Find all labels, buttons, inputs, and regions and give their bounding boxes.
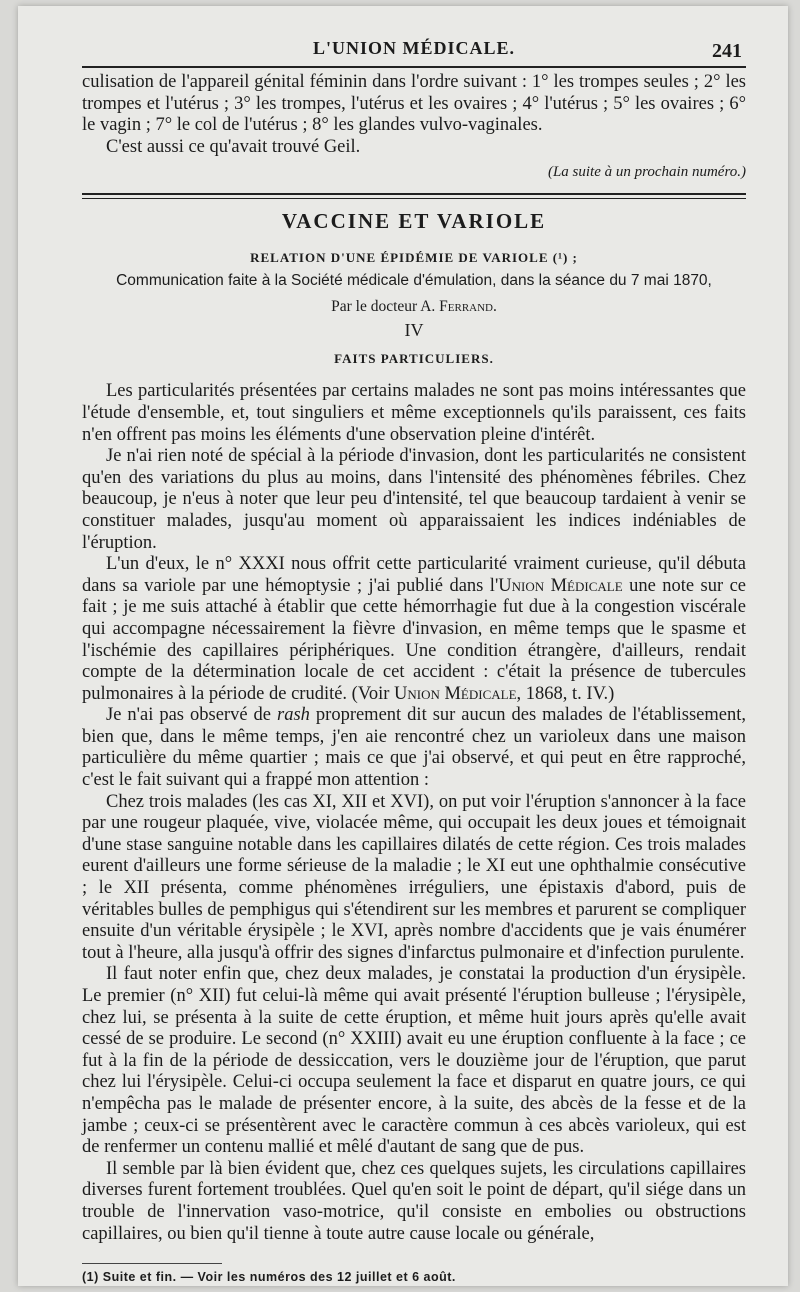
- paragraph: Il faut noter enfin que, chez deux malades, je constatai la production d'un érysipèle. Le premier (n° XII) fut celui-là même qui avait présenté l'éruption bulleuse ; l'érysipèle, chez lui, se présenta à la suite de cette éruption, et même huit jours après qu'elle avait cessé de se produire. Le second (n° XXIII) avait eu une éruption confluente à la face ; ce fut à la fin de la période de dessiccation, vers le douzième jour de l'éruption, que parut chez lui l'érysipèle. Celui-ci occupa seulement la face et disparut en quatre jours, ce qui n'empêcha pas le malade de présenter encore, à la suite, des abcès de la fesse et de la jambe ; ceux-ci se présentèrent avec le caractère commun à ces abcès varioleux, qui est de renfermer un contenu mallié et mêlé d'autant de sang que de pus.: [82, 964, 746, 1158]
- paragraph: Les particularités présentées par certains malades ne sont pas moins intéressantes que l'étude d'ensemble, et, tout singuliers et même exceptionnels qu'ils paraissent, ces faits n'en offrent pas moins les éléments d'une observation pleine d'intérêt.: [82, 381, 746, 445]
- page-number: 241: [712, 40, 742, 62]
- section-number: IV: [404, 320, 424, 341]
- paragraph: Chez trois malades (les cas XI, XII et XVI), on put voir l'éruption s'annoncer à la face par une rougeur plaquée, vive, violacée même, qui occupait les deux joues et témoignait d'une stase sanguine notable dans les capillaires dilatés de cette région. Ces trois malades eurent d'ailleurs une forme sérieuse de la maladie ; le XI eut une ophthalmie consécutive ; le XII présenta, comme phénomènes irréguliers, une épistaxis d'abord, puis de véritables bulles de pemphigus qui s'étendirent sur les membres et parurent se compliquer ensuite d'un véritable érysipèle ; le XVI, après nombre d'accidents que je vais énumérer tout à l'heure, alla jusqu'à offrir des signes d'infarctus pulmonaire et d'infection purulente.: [82, 791, 747, 963]
- section-heading: FAITS PARTICULIERS.: [334, 351, 494, 367]
- text-run: une note sur ce fait ; je me suis attaché à établir que cette hémorrhagie fut due à la congestion viscérale qui accompagne nécessairement la fièvre d'invasion, en même temps que le spasme et l'ischémie des capillaires périphériques. Une condition étrangère, d'ailleurs, rendait compte de la détermination locale de cet accident : c'était la présence de tubercules pulmonaires à la période de crudité. (Voir: [82, 575, 746, 704]
- journal-name: Union Médicale: [498, 575, 623, 596]
- text-run: L'un d'eux, le n° XXXI nous offrit cette particularité vraiment curieuse, qu'il débuta dans sa variole par une hémoptysie ; j'ai publié dans l': [82, 554, 746, 596]
- section-divider: [82, 193, 746, 199]
- author-line: [82, 298, 746, 316]
- document-page: [82, 36, 746, 1284]
- paragraph: Je n'ai rien noté de spécial à la période d'invasion, dont les particularités ne consistent qu'en des variations du plus au moins, dans l'intensité des phénomènes fébriles. Chez beaucoup, je n'eus à noter que leur peu d'intensité, tel que beaucoup tardaient à venir se constituer malades, jusqu'au moment où apparaissaient les indices indéniables de l'éruption.: [82, 446, 746, 553]
- footnote: (1) Suite et fin. — Voir les numéros des 12 juillet et 6 août.: [82, 1270, 456, 1285]
- paragraph: C'est aussi ce qu'avait trouvé Geil.: [106, 136, 361, 157]
- previous-article-end: [82, 72, 746, 181]
- article-title: VACCINE ET VARIOLE: [281, 209, 547, 234]
- page-header: [82, 36, 746, 68]
- italic-term: rash: [277, 705, 310, 726]
- author-name: Ferrand.: [439, 298, 497, 316]
- communication-note: Communication faite à la Société médicale d'émulation, dans la séance du 7 mai 1870,: [116, 272, 712, 290]
- continuation-note: (La suite à un prochain numéro.): [547, 164, 746, 181]
- footnote-rule: [82, 1263, 222, 1264]
- text-run: Je n'ai pas observé de: [106, 705, 277, 726]
- paragraph: [82, 705, 746, 791]
- article-subtitle: RELATION D'UNE ÉPIDÉMIE DE VARIOLE (¹) ;: [250, 250, 578, 266]
- text-run: proprement dit sur aucun des malades de l'établissement, bien que, dans le même temps, j'en aie rencontré chez un varioleux dans une maison particulière du même quartier ; mais ce que j'ai observé, et qui peut en être rapproché, c'est le fait suivant qui a frappé mon attention :: [82, 705, 746, 791]
- paragraph: [82, 554, 746, 705]
- journal-name: Union Médicale: [394, 683, 517, 704]
- paragraph: Il semble par là bien évident que, chez ces quelques sujets, les circulations capillaires diverses furent fortement troublées. Quel qu'en soit le point de départ, qu'il siége dans un trouble de l'innervation vaso-motrice, qu'il consiste en embolies ou obstructions capillaires, ou bien qu'il tienne à toute autre cause locale ou générale,: [82, 1158, 746, 1244]
- running-title: L'UNION MÉDICALE.: [312, 38, 516, 58]
- article-body: [82, 381, 746, 1245]
- text-run: , 1868, t. IV.): [516, 683, 615, 704]
- author-prefix: Par le docteur A.: [331, 298, 436, 316]
- continued-paragraph: culisation de l'appareil génital féminin dans l'ordre suivant : 1° les trompes seules ; 2° les trompes et l'utérus ; 3° les trompes, l'utérus et les ovaires ; 4° l'utérus ; 5° les ovaires ; 6° le vagin ; 7° le col de l'utérus ; 8° les glandes vulvo-vaginales.: [82, 72, 746, 136]
- page-sheet: [18, 6, 788, 1286]
